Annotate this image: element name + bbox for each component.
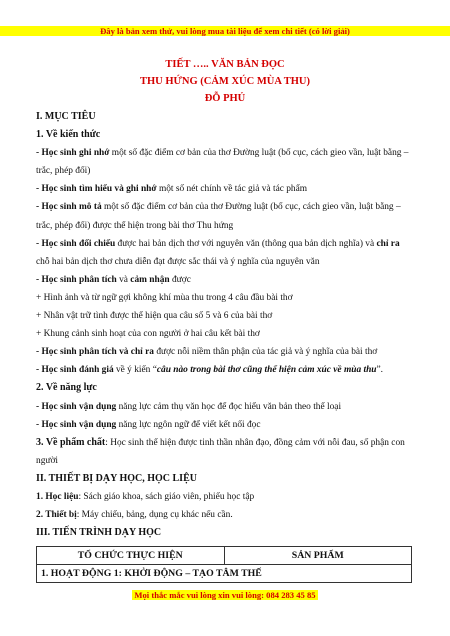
point-daily-life: + Khung cảnh sinh hoạt của con người ở hai câu kết bài thơ [36, 329, 260, 340]
preview-banner [0, 26, 450, 36]
bullet-remember: - Học sinh ghi nhớ một số đặc điểm cơ bản của thơ Đường luật (bố cục, cách gieo vần, luật bằng – trắc, phép đối) [36, 148, 409, 177]
document-body [36, 108, 412, 542]
table-header-organization: TỔ CHỨC THỰC HIỆN [37, 547, 225, 565]
section-heading-equipment: II. THIẾT BỊ DẠY HỌC, HỌC LIỆU [36, 472, 197, 484]
poem-title: THU HỨNG (CẢM XÚC MÙA THU) [139, 76, 311, 87]
bullet-apply-language: - Học sinh vận dụng năng lực ngôn ngữ để viết kết nối đọc [36, 419, 261, 430]
bullet-analyze-point-out: - Học sinh phân tích và chỉ ra được nỗi niềm thân phận của tác giả và ý nghĩa của bài thơ [36, 347, 378, 358]
bullet-research: - Học sinh tìm hiểu và ghi nhớ một số nét chính về tác giả và tác phẩm [36, 184, 308, 195]
section-heading-process: III. TIẾN TRÌNH DẠY HỌC [36, 527, 162, 539]
section-heading-objectives: I. MỤC TIÊU [36, 111, 96, 122]
point-lyrical-character: + Nhân vật trữ tình được thể hiện qua câu số 5 và 6 của bài thơ [36, 311, 273, 322]
lesson-title: TIẾT ….. VĂN BẢN ĐỌC [165, 59, 285, 70]
bullet-compare: - Học sinh đối chiếu được hai bản dịch thơ với nguyên văn (thông qua bản dịch nghĩa) và chỉ ra chỗ hai bản dịch thơ chưa diễn đạt được sắc thái và ý nghĩa của nguyên văn [36, 238, 400, 267]
bullet-evaluate: - Học sinh đánh giá về ý kiến “câu nào trong bài thơ cũng thể hiện cảm xúc về mùa thu”. [36, 365, 384, 376]
subheading-knowledge: 1. Về kiến thức [36, 129, 101, 141]
activity-1-heading: 1. HOẠT ĐỘNG 1: KHỞI ĐỘNG – TẠO TÂM THẾ [37, 565, 412, 583]
author-name: ĐỖ PHỦ [204, 93, 246, 104]
lesson-plan-table [36, 546, 412, 583]
contact-footer-text: Mọi thắc mắc vui lòng xin vui lòng: 084 283 45 85 [134, 590, 316, 600]
table-header-row [37, 547, 412, 565]
lesson-title-block [0, 56, 450, 107]
bullet-describe: - Học sinh mô tả một số đặc điểm cơ bản của thơ Đường luật (bố cục, cách gieo vần, luật bằng – trắc, phép đối) được thể hiện trong bài thơ Thu hứng [36, 202, 401, 231]
preview-banner-text: Đây là bản xem thử, vui lòng mua tài liệu để xem chi tiết (có lời giải) [100, 26, 350, 36]
point-autumn-imagery: + Hình ảnh và từ ngữ gợi không khí mùa thu trong 4 câu đầu bài thơ [36, 292, 293, 303]
table-row [37, 565, 412, 583]
subheading-competence: 2. Về năng lực [36, 382, 97, 394]
bullet-apply-literary: - Học sinh vận dụng năng lực cảm thụ văn học để đọc hiểu văn bản theo thể loại [36, 401, 342, 412]
paragraph-qualities: 3. Về phẩm chất: Học sinh thể hiện được tinh thần nhân đạo, đồng cảm với nỗi đau, số phận con người [36, 436, 405, 466]
table-header-product: SẢN PHẨM [224, 547, 412, 565]
item-materials: 1. Học liệu: Sách giáo khoa, sách giáo viên, phiếu học tập [36, 491, 255, 502]
bullet-analyze: - Học sinh phân tích và cảm nhận được [36, 274, 191, 285]
contact-footer [0, 590, 450, 600]
item-equipment: 2. Thiết bị: Máy chiếu, bảng, dụng cụ khác nếu cần. [36, 510, 233, 521]
